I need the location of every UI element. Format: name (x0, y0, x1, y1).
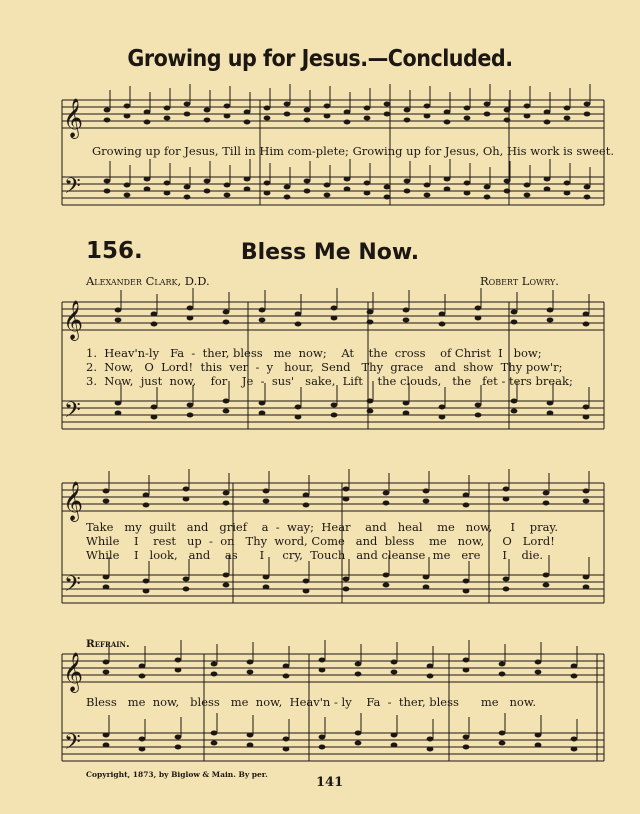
hymn-author: Alexander Clark, D.D. (86, 274, 210, 288)
verse-3-line-1: 3. Now, just now, for Je - sus' sake, Lift the clouds, the fet - ters break; (86, 374, 573, 388)
staff-bass-concluded (62, 177, 604, 205)
hymn-composer: Robert Lowry. (480, 274, 559, 288)
notes-treble-refrain (103, 640, 578, 679)
verse-1-line-1: 1. Heav'n-ly Fa - ther, bless me now; At the cross of Christ I bow; (86, 346, 542, 360)
copyright-notice: Copyright, 1873, by Biglow & Main. By per. (86, 770, 268, 779)
refrain-lyric: Bless me now, bless me now, Heav'n - ly Fa - ther, bless me now. (86, 695, 536, 709)
staff-treble-system-2 (62, 483, 604, 511)
refrain-label: Refrain. (86, 638, 130, 650)
staff-treble-concluded (62, 100, 604, 128)
notes-treble-system-2 (103, 469, 590, 508)
lyric-line-concluded: Growing up for Jesus, Till in Him com-plete; Growing up for Jesus, Oh, His work is sweet. (92, 144, 614, 158)
notes-bass-concluded (104, 159, 591, 200)
treble-clef-icon: 𝄞 (63, 652, 84, 692)
notes-treble-concluded (104, 84, 591, 125)
bass-clef-icon: 𝄢 (64, 572, 81, 602)
verse-2-line-1: 2. Now, O Lord! this ver - y hour, Send Thy grace and show Thy pow'r; (86, 360, 563, 374)
verse-2-line-2: While I rest up - on Thy word, Come and bless me now, O Lord! (86, 534, 555, 548)
treble-clef-icon: 𝄞 (63, 300, 84, 340)
page-number: 141 (316, 775, 344, 790)
hymn-title: Bless Me Now. (240, 240, 420, 265)
verse-3-line-2: While I look, and as I cry, Touch and cleanse me ere I die. (86, 548, 544, 562)
treble-clef-icon: 𝄞 (63, 98, 84, 138)
section-title-concluded: Growing up for Jesus.—Concluded. (127, 46, 513, 72)
hymn-number: 156. (86, 238, 143, 264)
notes-treble-system-1 (115, 288, 590, 327)
staff-bass-system-2 (62, 575, 604, 603)
treble-clef-icon: 𝄞 (63, 481, 84, 521)
bass-clef-icon: 𝄢 (64, 730, 81, 760)
bass-clef-icon: 𝄢 (64, 174, 81, 204)
notes-bass-refrain (103, 713, 578, 752)
verse-1-line-2: Take my guilt and grief a - way; Hear and heal me now, I pray. (86, 520, 559, 534)
bass-clef-icon: 𝄢 (64, 398, 81, 428)
